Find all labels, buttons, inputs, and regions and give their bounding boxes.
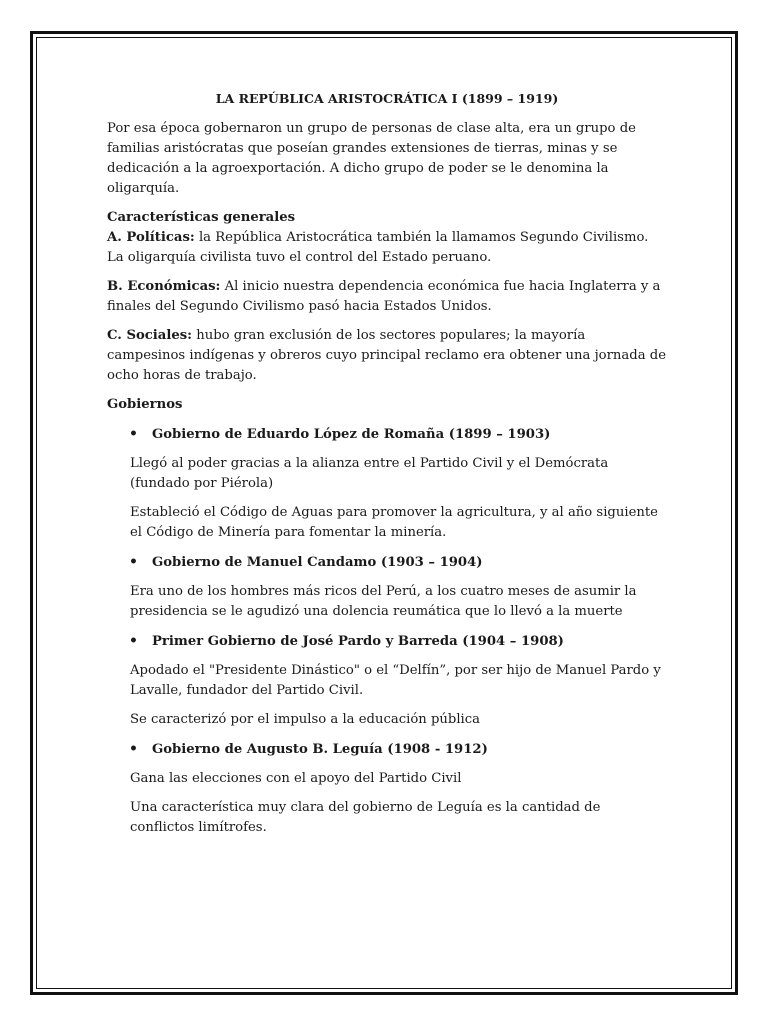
- politicas-paragraph: [107, 228, 667, 268]
- gobierno-item-candamo: [129, 552, 667, 573]
- characteristics-heading: Características generales: [107, 210, 296, 225]
- gobierno-item-pardo: [129, 631, 667, 652]
- economicas-text: Al inicio nuestra dependencia económica fue hacia Inglaterra y a finales del Segundo Civilismo pasó hacia Estados Unidos.: [107, 279, 661, 314]
- gobierno-title: Gobierno de Eduardo López de Romaña (1899 – 1903): [152, 427, 551, 442]
- document-title: LA REPÚBLICA ARISTOCRÁTICA I (1899 – 1919): [215, 91, 559, 106]
- gobierno-paragraph: Llegó al poder gracias a la alianza entre el Partido Civil y el Demócrata (fundado por Piérola): [130, 456, 609, 491]
- gobierno-paragraph: Gana las elecciones con el apoyo del Partido Civil: [130, 771, 462, 786]
- gobierno-item-romana: [129, 424, 667, 445]
- gobierno-title: Primer Gobierno de José Pardo y Barreda (1904 – 1908): [152, 634, 564, 649]
- bullet-icon: •: [129, 633, 138, 649]
- gobierno-title: Gobierno de Augusto B. Leguía (1908 - 1912): [152, 742, 488, 757]
- politicas-label: A. Políticas:: [107, 230, 195, 245]
- politicas-text: la República Aristocrática también la llamamos Segundo Civilismo. La oligarquía civilista tuvo el control del Estado peruano.: [107, 230, 649, 265]
- bullet-icon: •: [129, 426, 138, 442]
- sociales-paragraph: [107, 326, 667, 386]
- gobierno-paragraph: Se caracterizó por el impulso a la educación pública: [130, 712, 481, 727]
- economicas-label: B. Económicas:: [107, 279, 221, 294]
- economicas-paragraph: [107, 277, 667, 317]
- gobierno-paragraph: Una característica muy clara del gobierno de Leguía es la cantidad de conflictos limítrofes.: [130, 800, 601, 835]
- gobierno-paragraph: Era uno de los hombres más ricos del Perú, a los cuatro meses de asumir la presidencia se le agudizó una dolencia reumática que lo llevó a la muerte: [130, 584, 637, 619]
- gobierno-item-leguia: [129, 739, 667, 760]
- sociales-text: hubo gran exclusión de los sectores populares; la mayoría campesinos indígenas y obreros cuyo principal reclamo era obtener una jornada de ocho horas de trabajo.: [107, 328, 667, 383]
- gobierno-paragraph: Apodado el "Presidente Dinástico" o el “Delfín”, por ser hijo de Manuel Pardo y Lavalle, fundador del Partido Civil.: [130, 663, 661, 698]
- bullet-icon: •: [129, 741, 138, 757]
- sociales-label: C. Sociales:: [107, 328, 193, 343]
- gobierno-paragraph: Estableció el Código de Aguas para promover la agricultura, y al año siguiente el Código de Minería para fomentar la minería.: [130, 505, 658, 540]
- bullet-icon: •: [129, 554, 138, 570]
- document-body: [107, 89, 667, 847]
- gobierno-title: Gobierno de Manuel Candamo (1903 – 1904): [152, 555, 483, 570]
- intro-paragraph: Por esa época gobernaron un grupo de personas de clase alta, era un grupo de familias aristócratas que poseían grandes extensiones de tierras, minas y se dedicación a la agroexportación. A dicho grupo de poder se le denomina la oligarquía.: [107, 121, 636, 196]
- gobiernos-heading: Gobiernos: [107, 397, 183, 412]
